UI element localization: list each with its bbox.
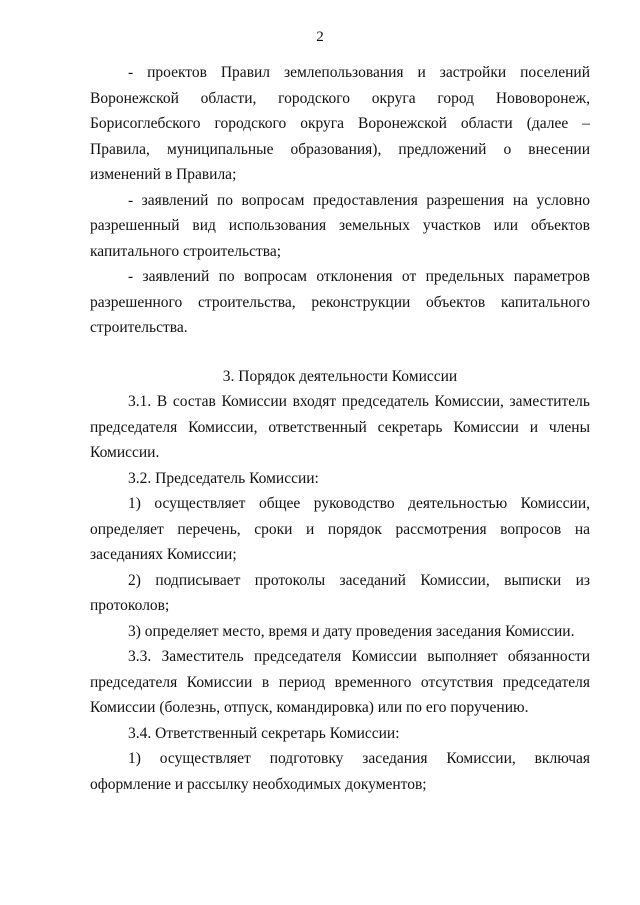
paragraph-3-3: 3.3. Заместитель председателя Комиссии выполняет обязанности председателя Комиссии в период временного отсутствия председателя Комиссии (болезнь, отпуск, командировка) или по его поручению. [90, 648, 590, 716]
paragraph-conditional-use: - заявлений по вопросам предоставления разрешения на условно разрешенный вид использования земельных участков или объектов капитального строительства; [90, 191, 590, 260]
page-number: 2 [316, 29, 324, 45]
paragraph-3-2-item-1: 1) осуществляет общее руководство деятельностью Комиссии, определяет перечень, сроки и порядок рассмотрения вопросов на заседаниях Комиссии; [90, 495, 590, 563]
paragraph-3-2-item-3: 3) определяет место, время и дату проведения заседания Комиссии. [128, 622, 575, 640]
section-heading: 3. Порядок деятельности Комиссии [222, 367, 458, 385]
paragraph-deviation-parameters: - заявлений по вопросам отклонения от предельных параметров разрешенного строительства, реконструкции объектов капитального строительства. [90, 268, 590, 336]
paragraph-3-4-item-1: 1) осуществляет подготовку заседания Комиссии, включая оформление и рассылку необходимых документов; [90, 750, 590, 793]
paragraph-3-4: 3.4. Ответственный секретарь Комиссии: [128, 724, 400, 742]
section-spacer [90, 341, 590, 364]
document-body [90, 60, 590, 797]
paragraph-projects-rules: - проектов Правил землепользования и застройки поселений Воронежской области, городского округа город Нововоронеж, Борисоглебского городского округа Воронежской области (далее – Правила, муниципальные образования), предложений о внесении изменений в Правила; [90, 64, 590, 183]
paragraph-3-2-item-2: 2) подписывает протоколы заседаний Комиссии, выписки из протоколов; [90, 571, 590, 614]
paragraph-3-1: 3.1. В состав Комиссии входят председатель Комиссии, заместитель председателя Комиссии, ответственный секретарь Комиссии и члены Комиссии. [90, 393, 590, 461]
paragraph-3-2: 3.2. Председатель Комиссии: [128, 469, 319, 487]
